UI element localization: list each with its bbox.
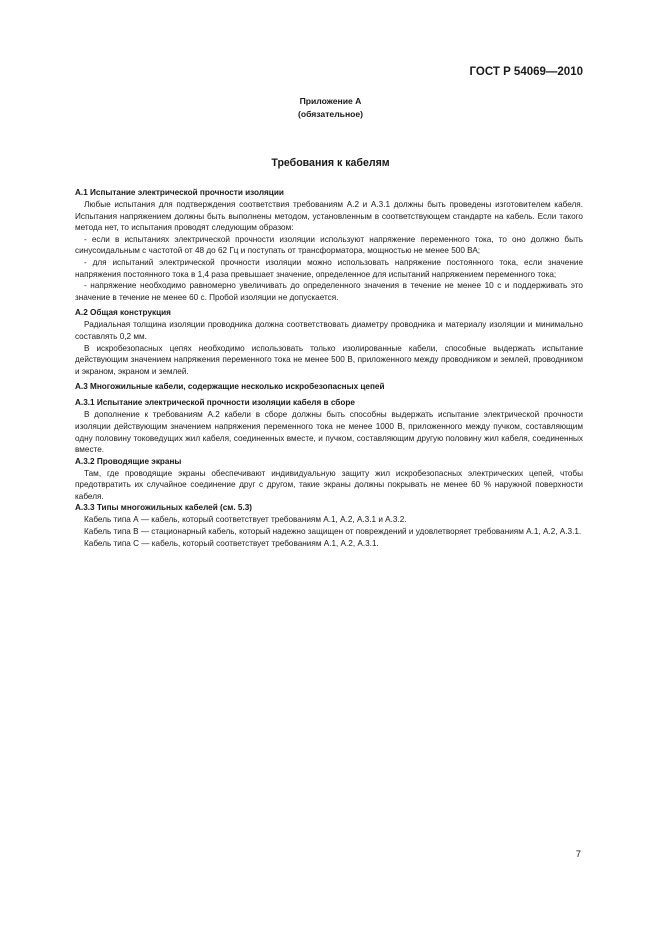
paragraph: Там, где проводящие экраны обеспечивают индивидуальную защиту жил искробезопасных электрических цепей, чтобы предотвратить их случайное соединение друг с другом, такие экраны должны покрывать не менее 60 % наружной поверхности кабеля. [75, 468, 583, 501]
section-heading-a3-1: А.3.1 Испытание электрической прочности изоляции кабеля в сборе [75, 398, 355, 408]
document-code: ГОСТ Р 54069—2010 [469, 66, 583, 78]
list-item: - напряжение необходимо равномерно увеличивать до определенного значения в течение не менее 10 с и поддерживать это значение в течение не менее 60 с. Пробой изоляции не допускается. [75, 281, 583, 302]
page-number: 7 [575, 849, 581, 860]
appendix-status: (обязательное) [297, 109, 364, 119]
list-item: - для испытаний электрической прочности изоляции можно использовать напряжение постоянного тока, если значение напряжения постоянного тока в 1,4 раза превышает значение, определенное для испытаний напряжением переменного тока; [75, 257, 583, 279]
section-heading-a1: А.1 Испытание электрической прочности изоляции [75, 188, 284, 197]
paragraph: Любые испытания для подтверждения соответствия требованиям А.2 и А.3.1 должны быть проведены изготовителем кабеля. Испытания напряжением должны быть выполнены методом, установленным в соответствующем стандарте на кабель. Если такого метода нет, то испытания проводят следующим образом: [75, 200, 583, 233]
paragraph: В искробезопасных цепях необходимо использовать только изолированные кабели, способные выдержать испытание действующим значением напряжения переменного тока не менее 500 В, приложенного между проводником и землей, проводником и экраном, экраном и землей. [75, 343, 583, 376]
list-item: Кабель типа А — кабель, который соответствует требованиям А.1, А.2, А.3.1 и А.3.2. [84, 515, 407, 525]
appendix-heading [0, 95, 661, 121]
section-heading-a2: А.2 Общая конструкция [75, 308, 171, 318]
list-item: Кабель типа В — стационарный кабель, который надежно защищен от повреждений и удовлетворяет требованиям А.1, А.2, А.3.1. [84, 527, 582, 537]
list-item: - если в испытаниях электрической прочности изоляции используют напряжение переменного тока, то оно должно быть синусоидальным с частотой от 48 до 62 Гц и поступать от трансформатора, мощностью не менее 500 ВА; [75, 234, 583, 256]
section-heading-a3-3: А.3.3 Типы многожильных кабелей (см. 5.3) [75, 503, 253, 513]
list-item: Кабель типа С — кабель, который соответствует требованиям А.1, А.2, А.3.1. [84, 538, 379, 548]
page-title: Требования к кабелям [271, 157, 390, 169]
appendix-label: Приложение А [299, 96, 362, 106]
paragraph: В дополнение к требованиям А.2 кабели в сборе должны быть способны выдержать испытание электрической прочности изоляции действующим значением напряжения переменного тока не менее 1000 В, приложенного между пучком, составляющим одну половину токоведущих жил кабеля, соединенных вместе, и пучком, составляющим другую половину жил кабеля, соединенных вместе. [75, 410, 583, 455]
section-heading-a3-2: А.3.2 Проводящие экраны [75, 456, 182, 466]
paragraph: Радиальная толщина изоляции проводника должна соответствовать диаметру проводника и материалу изоляции и минимально составлять 0,2 мм. [75, 320, 583, 341]
document-body [75, 187, 583, 549]
section-heading-a3: А.3 Многожильные кабели, содержащие несколько искробезопасных цепей [75, 382, 385, 392]
